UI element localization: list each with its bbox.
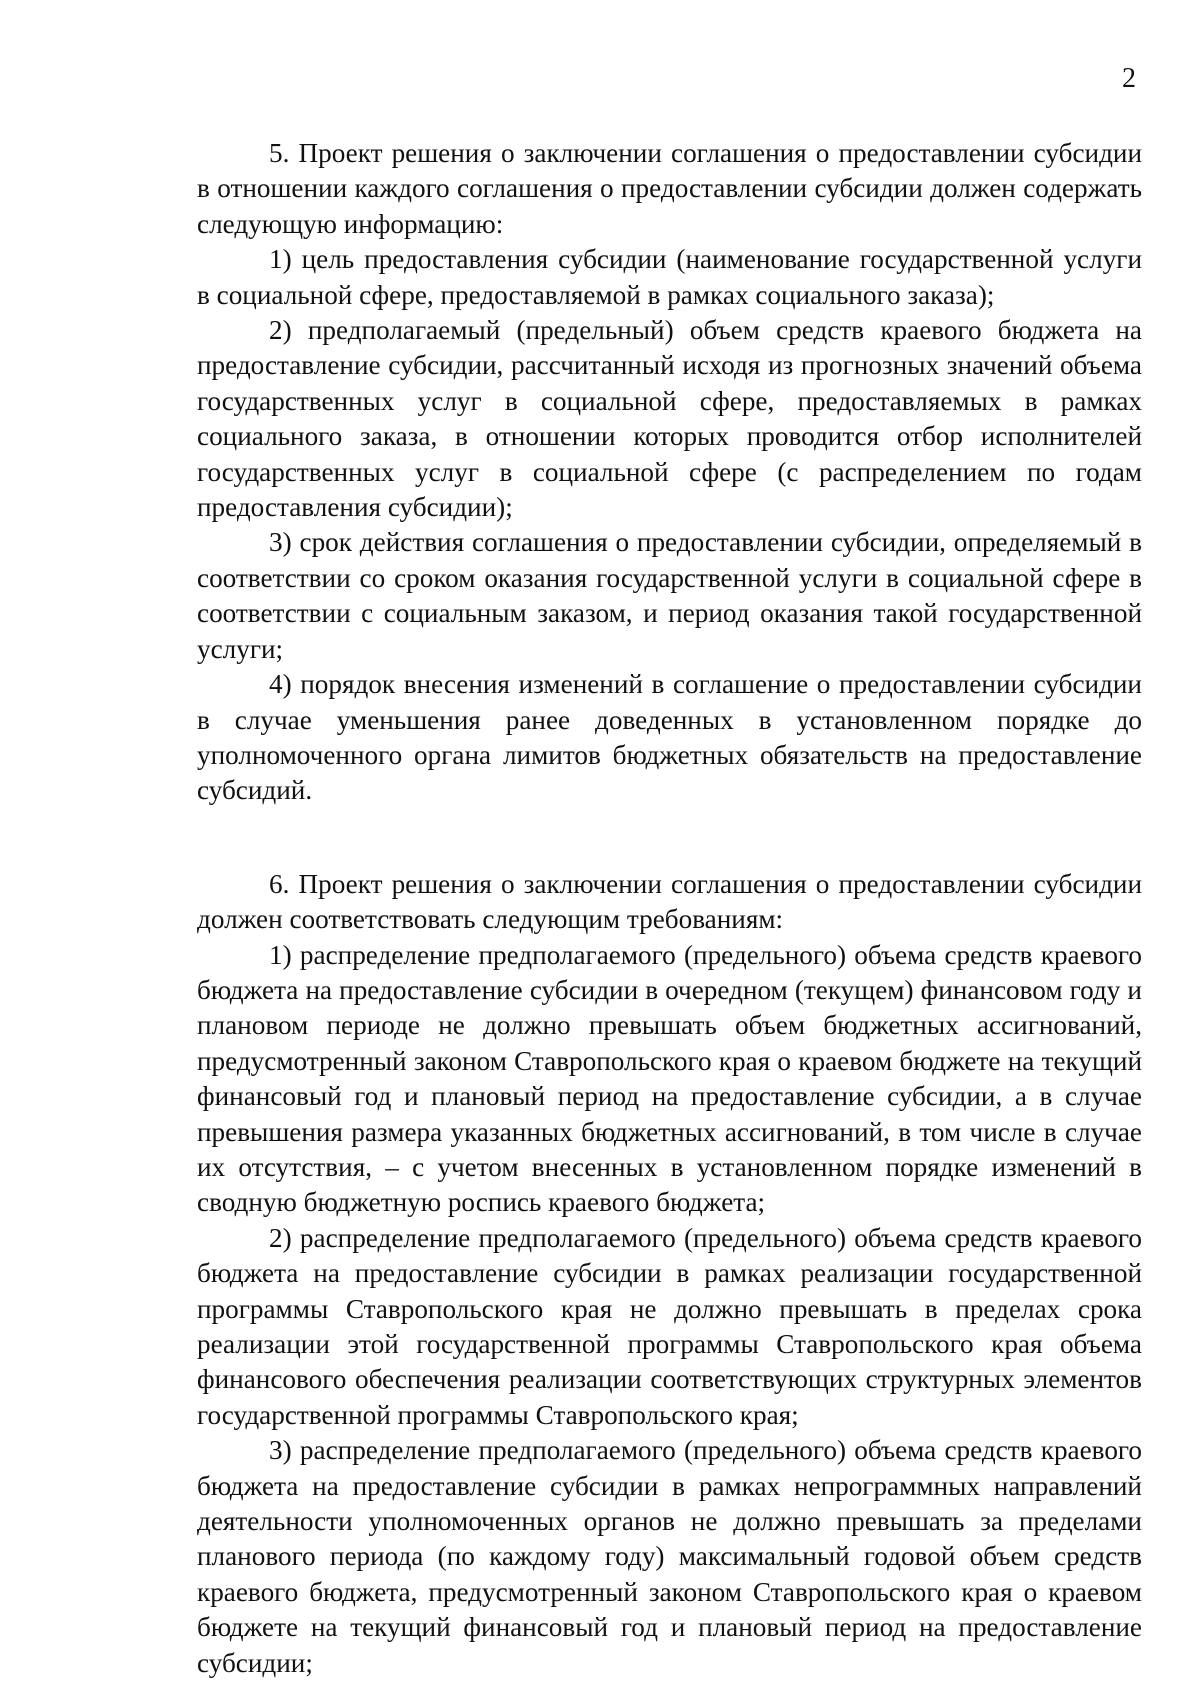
page-number: 2 [1122,63,1136,94]
section-6-item-1: 1) распределение предполагаемого (предельного) объема средств краевого бюджета на предоставление субсидии в очередном (текущем) финансовом году и плановом периоде не должно превышать объем бюджетных ассигнований, предусмотренный законом Ставропольского края о краевом бюджете на текущий финансовый год и плановый период на предоставление субсидии, а в случае превышения размера указанных бюджетных ассигнований, в том числе в случае их отсутствия, – с учетом внесенных в установленном порядке изменений в сводную бюджетную роспись краевого бюджета; [197,939,1142,1218]
section-5-item-3: 3) срок действия соглашения о предоставлении субсидии, определяемый в соответствии со сроком оказания государственной услуги в социальной сфере в соответствии с социальным заказом, и период оказания такой государственной услуги; [197,527,1142,664]
section-5-item-2: 2) предполагаемый (предельный) объем средств краевого бюджета на предоставление субсидии, рассчитанный исходя из прогнозных значений объема государственных услуг в социальной сфере, предоставляемых в рамках социального заказа, в отношении которых проводится отбор исполнителей государственных услуг в социальной сфере (с распределением по годам предоставления субсидии); [197,315,1142,523]
section-spacer [197,809,1142,867]
section-6-intro: 6. Проект решения о заключении соглашения о предоставлении субсидии должен соответствовать следующим требованиям: [197,868,1142,935]
section-6-item-3: 3) распределение предполагаемого (предельного) объема средств краевого бюджета на предоставление субсидии в рамках непрограммных направлений деятельности уполномоченных органов не должно превышать за пределами планового периода (по каждому году) максимальный годовой объем средств краевого бюджета, предусмотренный законом Ставропольского края о краевом бюджете на текущий финансовый год и плановый период на предоставление субсидии; [197,1435,1142,1678]
section-5-item-4: 4) порядок внесения изменений в соглашение о предоставлении субсидии в случае уменьшения ранее доведенных в установленном порядке до уполномоченного органа лимитов бюджетных обязательств на предоставление субсидий. [197,669,1142,806]
document-body [197,136,1142,1681]
section-6-item-2: 2) распределение предполагаемого (предельного) объема средств краевого бюджета на предоставление субсидии в рамках реализации государственной программы Ставропольского края не должно превышать в пределах срока реализации этой государственной программы Ставропольского края объема финансового обеспечения реализации соответствующих структурных элементов государственной программы Ставропольского края; [197,1222,1142,1430]
section-5-intro: 5. Проект решения о заключении соглашения о предоставлении субсидии в отношении каждого соглашения о предоставлении субсидии должен содержать следующую информацию: [197,138,1142,239]
section-5-item-1: 1) цель предоставления субсидии (наименование государственной услуги в социальной сфере, предоставляемой в рамках социального заказа); [197,244,1142,310]
